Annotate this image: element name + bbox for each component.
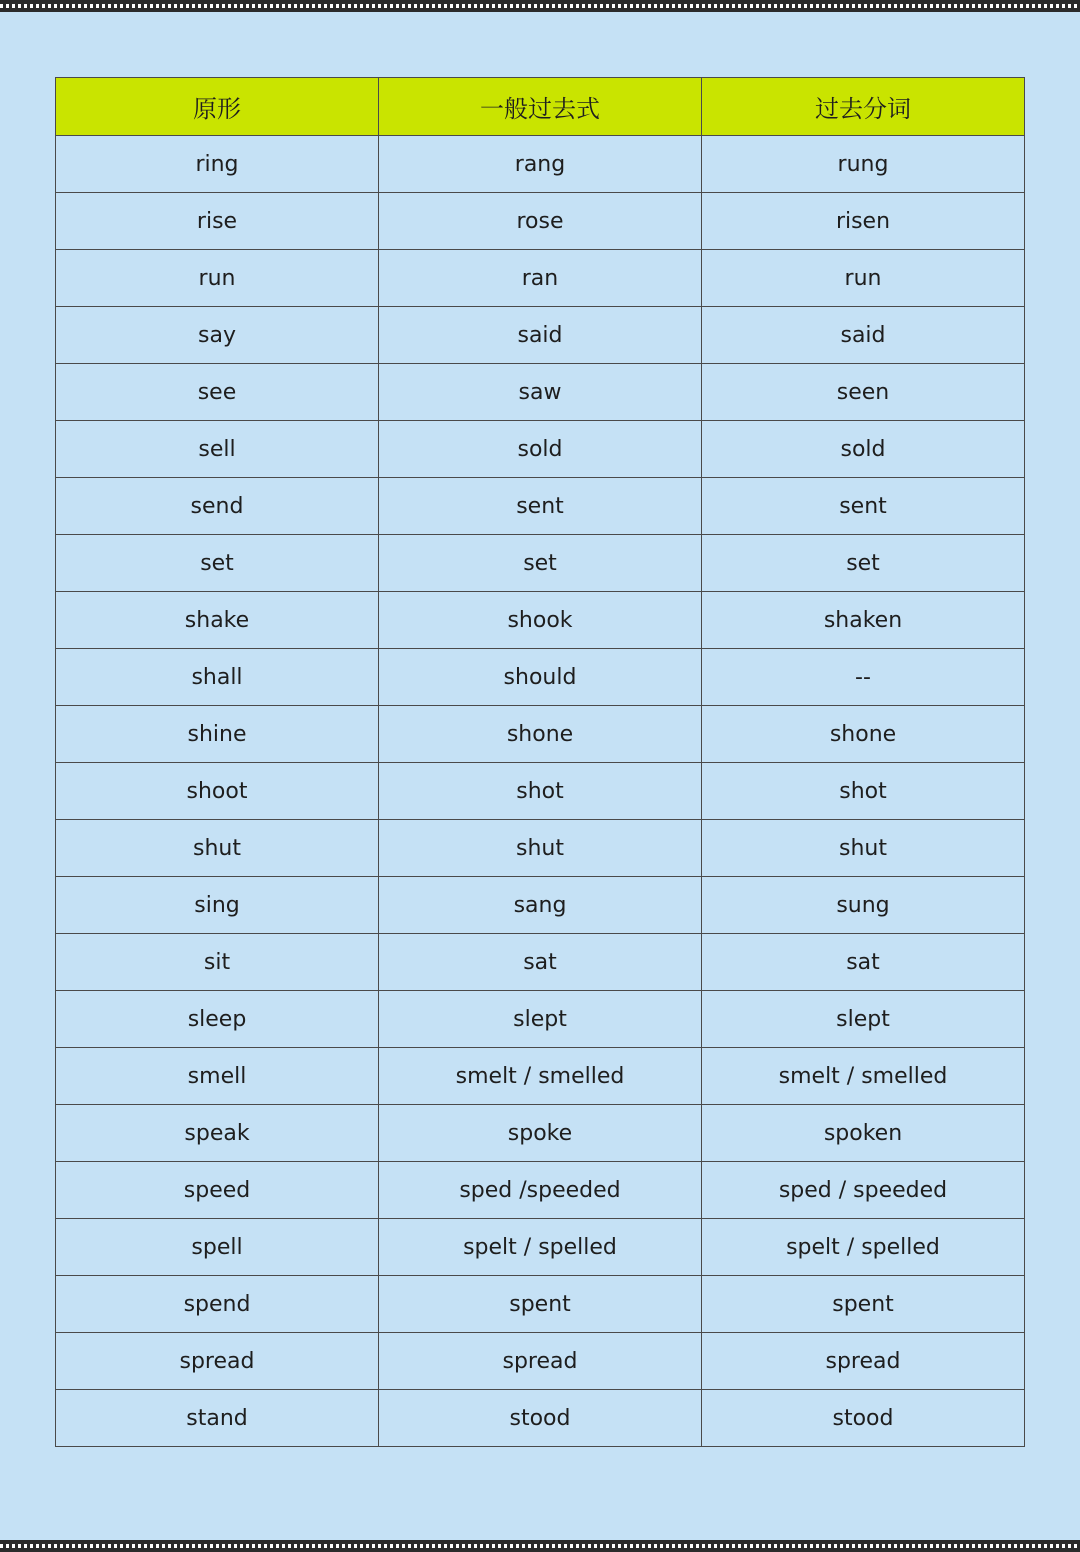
table-row [56, 1105, 1025, 1162]
header-base-form: 原形 [56, 78, 379, 136]
irregular-verb-table [55, 77, 1025, 1447]
cell-past-tense: sold [379, 421, 702, 478]
top-dotted-border [0, 0, 1080, 12]
cell-base-form: shall [56, 649, 379, 706]
table-row [56, 478, 1025, 535]
cell-past-participle: smelt / smelled [702, 1048, 1025, 1105]
cell-past-tense: spoke [379, 1105, 702, 1162]
cell-past-participle: -- [702, 649, 1025, 706]
cell-past-participle: run [702, 250, 1025, 307]
cell-past-participle: rung [702, 136, 1025, 193]
table-row [56, 535, 1025, 592]
cell-past-tense: sat [379, 934, 702, 991]
cell-past-participle: seen [702, 364, 1025, 421]
cell-past-participle: shone [702, 706, 1025, 763]
cell-past-participle: slept [702, 991, 1025, 1048]
cell-past-tense: said [379, 307, 702, 364]
cell-base-form: set [56, 535, 379, 592]
cell-past-participle: spelt / spelled [702, 1219, 1025, 1276]
cell-base-form: spell [56, 1219, 379, 1276]
table-row [56, 1390, 1025, 1447]
table-row [56, 706, 1025, 763]
cell-past-participle: shot [702, 763, 1025, 820]
cell-past-tense: should [379, 649, 702, 706]
cell-base-form: sing [56, 877, 379, 934]
cell-past-tense: set [379, 535, 702, 592]
bottom-dotted-border [0, 1540, 1080, 1552]
cell-base-form: rise [56, 193, 379, 250]
cell-past-tense: smelt / smelled [379, 1048, 702, 1105]
cell-base-form: shake [56, 592, 379, 649]
cell-past-tense: stood [379, 1390, 702, 1447]
cell-base-form: ring [56, 136, 379, 193]
table-row [56, 307, 1025, 364]
table-body [56, 136, 1025, 1447]
cell-past-tense: shot [379, 763, 702, 820]
cell-past-participle: said [702, 307, 1025, 364]
cell-base-form: speak [56, 1105, 379, 1162]
table-row [56, 1162, 1025, 1219]
cell-base-form: send [56, 478, 379, 535]
cell-past-tense: rang [379, 136, 702, 193]
table-header-row [56, 78, 1025, 136]
cell-past-participle: risen [702, 193, 1025, 250]
table-row [56, 649, 1025, 706]
cell-base-form: sleep [56, 991, 379, 1048]
cell-base-form: spread [56, 1333, 379, 1390]
cell-past-participle: sung [702, 877, 1025, 934]
table-row [56, 592, 1025, 649]
cell-past-tense: spelt / spelled [379, 1219, 702, 1276]
cell-base-form: see [56, 364, 379, 421]
cell-base-form: run [56, 250, 379, 307]
table-row [56, 421, 1025, 478]
table-row [56, 1219, 1025, 1276]
cell-past-participle: spoken [702, 1105, 1025, 1162]
table-row [56, 991, 1025, 1048]
cell-base-form: spend [56, 1276, 379, 1333]
cell-past-tense: ran [379, 250, 702, 307]
cell-base-form: shut [56, 820, 379, 877]
cell-past-tense: sped /speeded [379, 1162, 702, 1219]
cell-past-participle: shaken [702, 592, 1025, 649]
cell-past-participle: spread [702, 1333, 1025, 1390]
cell-base-form: say [56, 307, 379, 364]
cell-past-tense: slept [379, 991, 702, 1048]
table-row [56, 364, 1025, 421]
cell-past-tense: rose [379, 193, 702, 250]
cell-past-participle: sold [702, 421, 1025, 478]
table-row [56, 934, 1025, 991]
cell-past-participle: sat [702, 934, 1025, 991]
cell-past-participle: spent [702, 1276, 1025, 1333]
table-row [56, 1333, 1025, 1390]
cell-past-tense: shook [379, 592, 702, 649]
table-row [56, 1048, 1025, 1105]
table-row [56, 136, 1025, 193]
cell-past-tense: shone [379, 706, 702, 763]
cell-past-tense: sent [379, 478, 702, 535]
cell-past-participle: set [702, 535, 1025, 592]
cell-past-tense: spent [379, 1276, 702, 1333]
cell-base-form: smell [56, 1048, 379, 1105]
table-row [56, 763, 1025, 820]
cell-past-tense: shut [379, 820, 702, 877]
table-row [56, 250, 1025, 307]
cell-base-form: shoot [56, 763, 379, 820]
cell-past-tense: sang [379, 877, 702, 934]
table-row [56, 1276, 1025, 1333]
cell-base-form: speed [56, 1162, 379, 1219]
cell-base-form: sit [56, 934, 379, 991]
header-past-tense: 一般过去式 [379, 78, 702, 136]
cell-past-tense: spread [379, 1333, 702, 1390]
cell-base-form: stand [56, 1390, 379, 1447]
table-row [56, 820, 1025, 877]
cell-base-form: shine [56, 706, 379, 763]
header-past-participle: 过去分词 [702, 78, 1025, 136]
cell-past-participle: sped / speeded [702, 1162, 1025, 1219]
cell-past-tense: saw [379, 364, 702, 421]
cell-base-form: sell [56, 421, 379, 478]
cell-past-participle: stood [702, 1390, 1025, 1447]
table-row [56, 877, 1025, 934]
cell-past-participle: shut [702, 820, 1025, 877]
cell-past-participle: sent [702, 478, 1025, 535]
table-row [56, 193, 1025, 250]
